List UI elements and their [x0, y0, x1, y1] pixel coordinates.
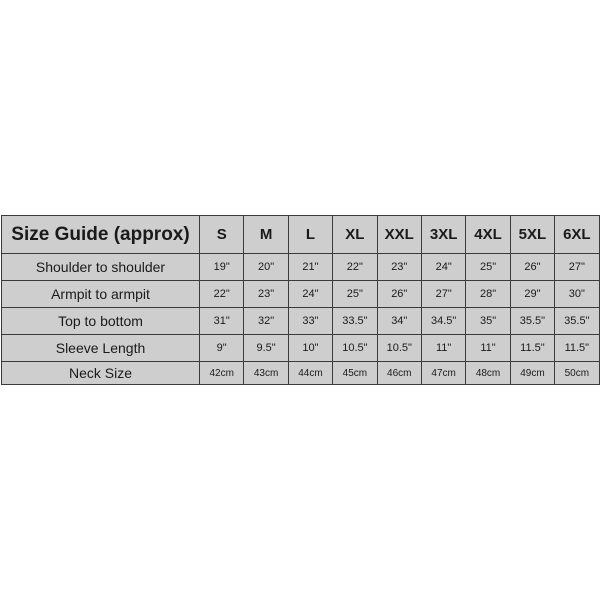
table-cell: 30"	[555, 281, 599, 308]
table-row-shoulder	[2, 254, 600, 281]
table-row-sleeve	[2, 335, 600, 362]
table-cell: 25"	[466, 254, 510, 281]
table-cell: 23"	[377, 254, 421, 281]
table-cell: 20"	[244, 254, 288, 281]
size-header-m: M	[244, 216, 288, 254]
table-cell: 43cm	[244, 362, 288, 385]
table-cell: 44cm	[288, 362, 332, 385]
size-header-xxl: XXL	[377, 216, 421, 254]
size-header-6xl: 6XL	[555, 216, 599, 254]
table-cell: 27"	[421, 281, 465, 308]
table-cell: 34"	[377, 308, 421, 335]
table-cell: 24"	[421, 254, 465, 281]
table-cell: 22"	[200, 281, 244, 308]
table-cell: 10"	[288, 335, 332, 362]
table-cell: 26"	[377, 281, 421, 308]
table-cell: 11"	[466, 335, 510, 362]
size-header-l: L	[288, 216, 332, 254]
table-cell: 47cm	[421, 362, 465, 385]
size-guide-table	[1, 215, 600, 385]
table-cell: 10.5"	[377, 335, 421, 362]
row-label: Armpit to armpit	[2, 281, 200, 308]
table-cell: 31"	[200, 308, 244, 335]
table-cell: 45cm	[333, 362, 377, 385]
size-header-4xl: 4XL	[466, 216, 510, 254]
table-row-neck	[2, 362, 600, 385]
row-label: Top to bottom	[2, 308, 200, 335]
size-header-xl: XL	[333, 216, 377, 254]
table-cell: 46cm	[377, 362, 421, 385]
table-cell: 22"	[333, 254, 377, 281]
row-label: Shoulder to shoulder	[2, 254, 200, 281]
table-cell: 48cm	[466, 362, 510, 385]
size-header-s: S	[200, 216, 244, 254]
table-cell: 11"	[421, 335, 465, 362]
table-cell: 35"	[466, 308, 510, 335]
header-row	[2, 216, 600, 254]
table-cell: 35.5"	[555, 308, 599, 335]
table-cell: 33"	[288, 308, 332, 335]
table-cell: 34.5"	[421, 308, 465, 335]
table-cell: 10.5"	[333, 335, 377, 362]
table-cell: 23"	[244, 281, 288, 308]
table-cell: 9.5"	[244, 335, 288, 362]
table-cell: 50cm	[555, 362, 599, 385]
table-cell: 9"	[200, 335, 244, 362]
table-cell: 11.5"	[510, 335, 554, 362]
size-header-5xl: 5XL	[510, 216, 554, 254]
table-cell: 27"	[555, 254, 599, 281]
table-cell: 19"	[200, 254, 244, 281]
table-cell: 26"	[510, 254, 554, 281]
table-cell: 32"	[244, 308, 288, 335]
table-cell: 25"	[333, 281, 377, 308]
table-cell: 11.5"	[555, 335, 599, 362]
table-cell: 49cm	[510, 362, 554, 385]
table-cell: 35.5"	[510, 308, 554, 335]
size-header-3xl: 3XL	[421, 216, 465, 254]
table-row-length	[2, 308, 600, 335]
row-label: Sleeve Length	[2, 335, 200, 362]
table-title: Size Guide (approx)	[2, 216, 200, 254]
row-label: Neck Size	[2, 362, 200, 385]
table-cell: 42cm	[200, 362, 244, 385]
table-cell: 33.5"	[333, 308, 377, 335]
table-row-armpit	[2, 281, 600, 308]
table-cell: 29"	[510, 281, 554, 308]
table-cell: 28"	[466, 281, 510, 308]
table-cell: 24"	[288, 281, 332, 308]
table-cell: 21"	[288, 254, 332, 281]
